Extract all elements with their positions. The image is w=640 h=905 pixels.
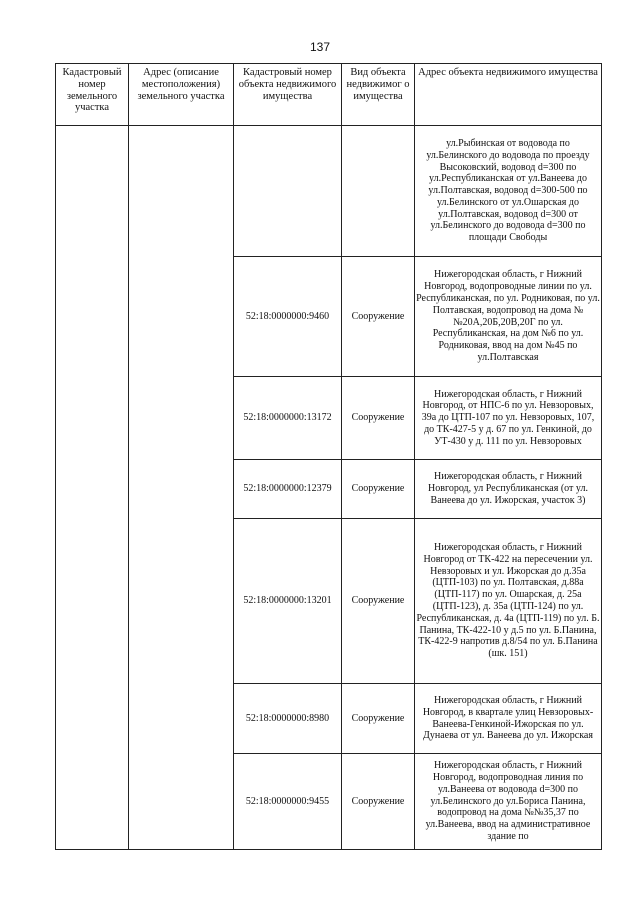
- land-address-cell: [129, 126, 234, 850]
- object-address: Нижегородская область, г Нижний Новгород, ул Республиканская (от ул. Ванеева до ул. Ижорская, участок 3): [415, 460, 602, 519]
- header-object-address: Адрес объекта недвижимого имущества: [415, 64, 602, 126]
- object-cadastral-number: 52:18:0000000:13201: [234, 519, 342, 684]
- object-address: Нижегородская область, г Нижний Новгород, в квартале улиц Невзоровых-Ванеева-Генкиной-Ижорская по ул. Дунаева от ул. Ванеева до ул. Ижорская: [415, 684, 602, 754]
- object-address: Нижегородская область, г Нижний Новгород, от НПС-6 по ул. Невзоровых, 39а до ЦТП-107 по ул. Невзоровых, 107, до ТК-427-5 у д. 67 по ул. Генкиной, до УТ-430 у д. 111 по ул. Невзоровых: [415, 377, 602, 460]
- header-object-type: Вид объекта недвижимог о имущества: [342, 64, 415, 126]
- object-type: Сооружение: [342, 460, 415, 519]
- object-address: ул.Рыбинская от водовода по ул.Белинского до водовода по проезду Высоковский, водовод d=300 по ул.Республиканская от ул.Ванеева до ул.Полтавская, водовод d=300-500 по ул.Белинского от ул.Ошарская до ул.Полтавская, водовод d=300 от ул.Белинского до водовода d=300 по площади Свободы: [415, 126, 602, 257]
- object-type: Сооружение: [342, 377, 415, 460]
- object-type: Сооружение: [342, 754, 415, 850]
- page-number: 137: [309, 40, 331, 54]
- table-header-row: [56, 64, 602, 126]
- header-land-cadastral-number: Кадастровый номер земельного участка: [56, 64, 129, 126]
- land-cadastral-number-cell: [56, 126, 129, 850]
- object-address: Нижегородская область, г Нижний Новгород, водопроводные линии по ул. Республиканская, по ул. Родниковая, по ул. Полтавская, водопровод на дома №№20А,20Б,20В,20Г по ул. Республиканская, на дом №6 по ул. Родниковая, ввод на дом №45 по ул.Полтавская: [415, 257, 602, 377]
- object-type: Сооружение: [342, 519, 415, 684]
- object-cadastral-number: 52:18:0000000:9460: [234, 257, 342, 377]
- object-type: [342, 126, 415, 257]
- table-row: [56, 126, 602, 257]
- object-cadastral-number: 52:18:0000000:12379: [234, 460, 342, 519]
- object-type: Сооружение: [342, 257, 415, 377]
- property-registry-table: [55, 63, 602, 850]
- object-cadastral-number: 52:18:0000000:13172: [234, 377, 342, 460]
- header-land-address: Адрес (описание местоположения) земельного участка: [129, 64, 234, 126]
- object-address: Нижегородская область, г Нижний Новгород от ТК-422 на пересечении ул. Невзоровых и ул. Ижорская до д.35а (ЦТП-103) по ул. Полтавская, д.88а (ЦТП-117) по ул. Ошарская, д. 25а (ЦТП-123), д. 35а (ЦТП-124) по ул. Республиканская, д. 4а (ЦТП-119) по ул. Б. Панина, ТК-422-10 у д.5 по ул. Б.Панина, ТК-422-9 напротив д.8/54 по ул. Б.Панина (шк. 151): [415, 519, 602, 684]
- header-object-cadastral-number: Кадастровый номер объекта недвижимого имущества: [234, 64, 342, 126]
- object-cadastral-number: 52:18:0000000:9455: [234, 754, 342, 850]
- object-cadastral-number: [234, 126, 342, 257]
- object-cadastral-number: 52:18:0000000:8980: [234, 684, 342, 754]
- object-type: Сооружение: [342, 684, 415, 754]
- object-address: Нижегородская область, г Нижний Новгород, водопроводная линия по ул.Ванеева от водовода d=300 по ул.Белинского до ул.Бориса Панина, водопровод на дома №№35,37 по ул.Ванеева, ввод на административное здание по: [415, 754, 602, 850]
